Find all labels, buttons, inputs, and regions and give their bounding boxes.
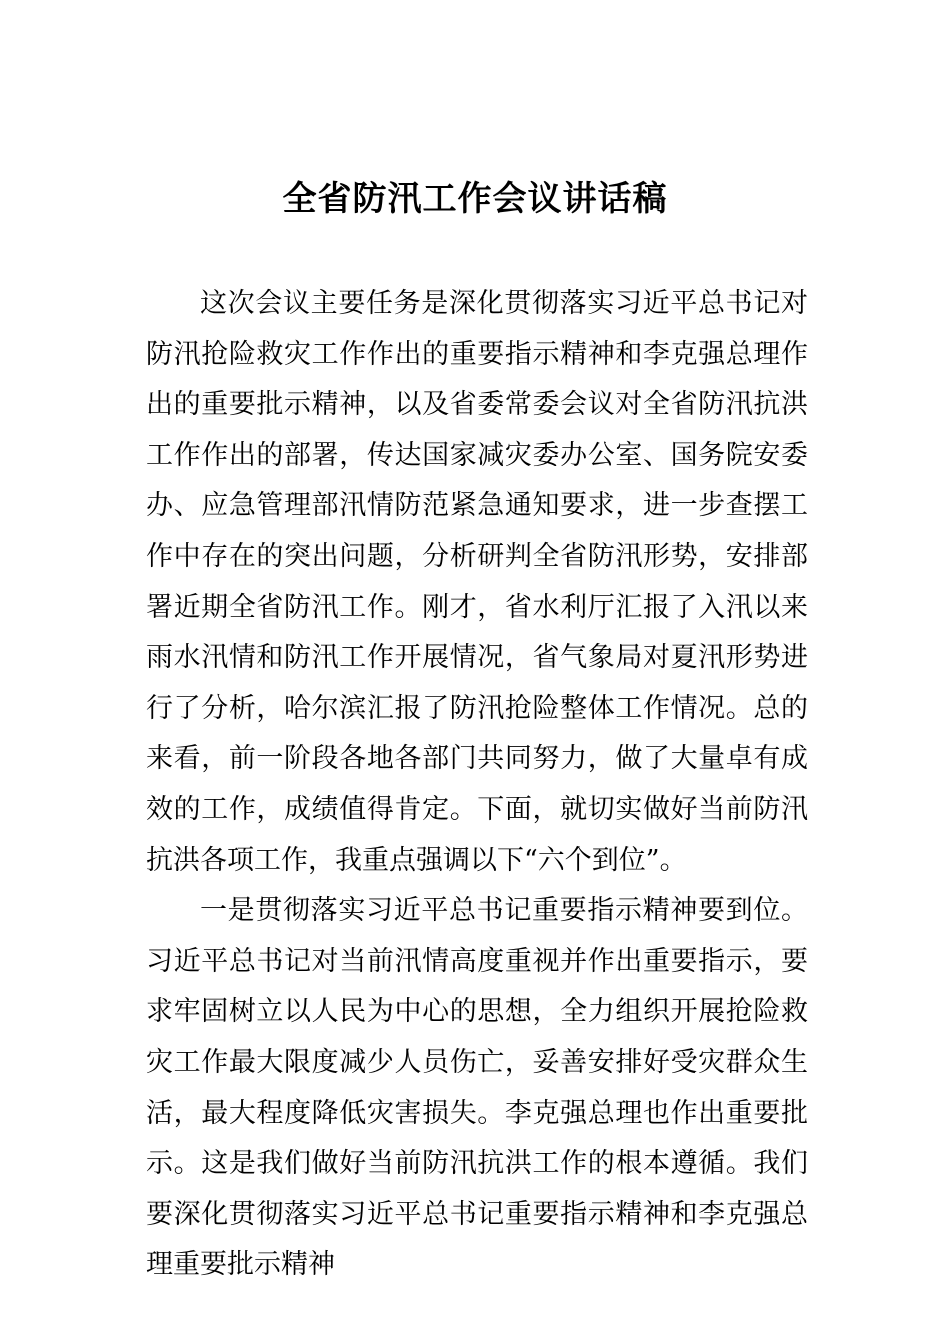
document-title: 全省防汛工作会议讲话稿 bbox=[282, 179, 668, 219]
document-body bbox=[146, 279, 808, 1291]
paragraph-intro: 这次会议主要任务是深化贯彻落实习近平总书记对防汛抢险救灾工作作出的重要指示精神和李克强总理作出的重要批示精神，以及省委常委会议对全省防汛抗洪工作作出的部署，传达国家减灾委办公室、国务院安委办、应急管理部汛情防范紧急通知要求，进一步查摆工作中存在的突出问题，分析研判全省防汛形势，安排部署近期全省防汛工作。刚才，省水利厅汇报了入汛以来雨水汛情和防汛工作开展情况，省气象局对夏汛形势进行了分析，哈尔滨汇报了防汛抢险整体工作情况。总的来看，前一阶段各地各部门共同努力，做了大量卓有成效的工作，成绩值得肯定。下面，就切实做好当前防汛抗洪各项工作，我重点强调以下“六个到位”。 bbox=[146, 288, 808, 876]
paragraph-point-one: 一是贯彻落实习近平总书记重要指示精神要到位。习近平总书记对当前汛情高度重视并作出重要指示，要求牢固树立以人民为中心的思想，全力组织开展抢险救灾工作最大限度减少人员伤亡，妥善安排好受灾群众生活，最大程度降低灾害损失。李克强总理也作出重要批示。这是我们做好当前防汛抗洪工作的根本遵循。我们要深化贯彻落实习近平总书记重要指示精神和李克强总理重要批示精神 bbox=[146, 895, 808, 1281]
